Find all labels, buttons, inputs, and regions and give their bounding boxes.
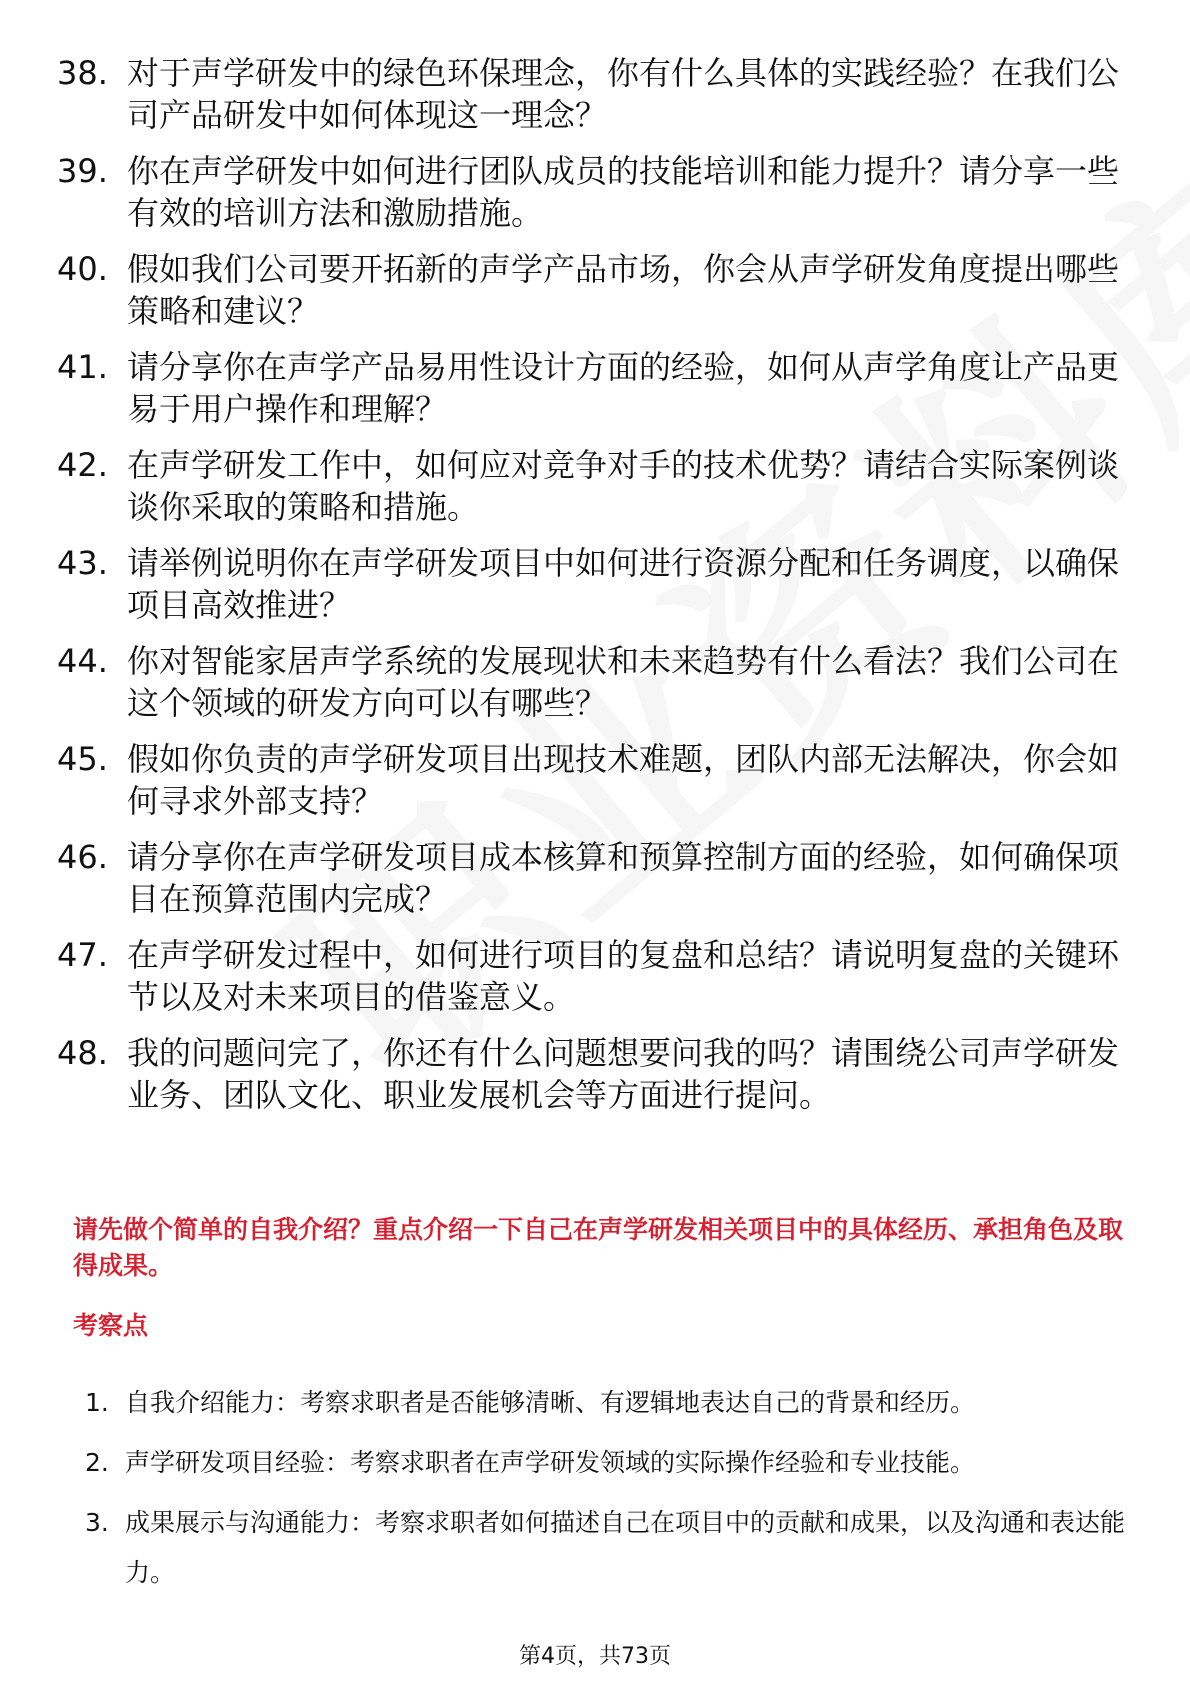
point-text: 声学研发项目经验：考察求职者在声学研发领域的实际操作经验和专业技能。 xyxy=(125,1448,976,1477)
question-item xyxy=(57,444,1137,528)
question-text: 请分享你在声学研发项目成本核算和预算控制方面的经验，如何确保项目在预算范围内完成？ xyxy=(127,838,1120,918)
question-number: 45. xyxy=(57,740,108,778)
question-item xyxy=(57,248,1137,332)
question-item xyxy=(57,640,1137,724)
assessment-point xyxy=(85,1378,1125,1428)
question-item xyxy=(57,346,1137,430)
question-text: 请举例说明你在声学研发项目中如何进行资源分配和任务调度，以确保项目高效推进？ xyxy=(127,544,1120,624)
intro-question: 请先做个简单的自我介绍？重点介绍一下自己在声学研发相关项目中的具体经历、承担角色及取得成果。 xyxy=(73,1215,1124,1280)
question-number: 40. xyxy=(57,250,108,288)
question-text: 请分享你在声学产品易用性设计方面的经验，如何从声学角度让产品更易于用户操作和理解？ xyxy=(127,348,1120,428)
point-text: 成果展示与沟通能力：考察求职者如何描述自己在项目中的贡献和成果，以及沟通和表达能力。 xyxy=(125,1508,1126,1587)
question-number: 39. xyxy=(57,152,108,190)
point-number: 2. xyxy=(85,1448,109,1477)
point-text: 自我介绍能力：考察求职者是否能够清晰、有逻辑地表达自己的背景和经历。 xyxy=(125,1388,976,1417)
question-item xyxy=(57,836,1137,920)
question-item xyxy=(57,1032,1137,1116)
question-number: 42. xyxy=(57,446,108,484)
question-list xyxy=(57,52,1137,1130)
question-number: 46. xyxy=(57,838,108,876)
question-item xyxy=(57,934,1137,1018)
question-number: 47. xyxy=(57,936,108,974)
question-number: 41. xyxy=(57,348,108,386)
question-text: 对于声学研发中的绿色环保理念，你有什么具体的实践经验？在我们公司产品研发中如何体现这一理念？ xyxy=(127,54,1120,134)
question-number: 44. xyxy=(57,642,108,680)
question-text: 在声学研发工作中，如何应对竞争对手的技术优势？请结合实际案例谈谈你采取的策略和措施。 xyxy=(127,446,1120,526)
question-text: 假如我们公司要开拓新的声学产品市场，你会从声学研发角度提出哪些策略和建议？ xyxy=(127,250,1120,330)
question-text: 你在声学研发中如何进行团队成员的技能培训和能力提升？请分享一些有效的培训方法和激励措施。 xyxy=(127,152,1120,232)
point-number: 3. xyxy=(85,1508,109,1537)
question-item xyxy=(57,52,1137,136)
question-item xyxy=(57,150,1137,234)
assessment-points-list xyxy=(85,1378,1125,1608)
section-title: 考察点 xyxy=(73,1311,149,1340)
question-number: 48. xyxy=(57,1034,108,1072)
question-text: 假如你负责的声学研发项目出现技术难题，团队内部无法解决，你会如何寻求外部支持？ xyxy=(127,740,1120,820)
question-item xyxy=(57,542,1137,626)
question-text: 我的问题问完了，你还有什么问题想要问我的吗？请围绕公司声学研发业务、团队文化、职业发展机会等方面进行提问。 xyxy=(127,1034,1120,1114)
page-footer: 第4页，共73页 xyxy=(519,1644,671,1669)
assessment-point xyxy=(85,1498,1125,1598)
question-text: 你对智能家居声学系统的发展现状和未来趋势有什么看法？我们公司在这个领域的研发方向可以有哪些？ xyxy=(127,642,1120,722)
question-number: 43. xyxy=(57,544,108,582)
question-number: 38. xyxy=(57,54,108,92)
point-number: 1. xyxy=(85,1388,109,1417)
assessment-point xyxy=(85,1438,1125,1488)
question-text: 在声学研发过程中，如何进行项目的复盘和总结？请说明复盘的关键环节以及对未来项目的借鉴意义。 xyxy=(127,936,1120,1016)
question-item xyxy=(57,738,1137,822)
